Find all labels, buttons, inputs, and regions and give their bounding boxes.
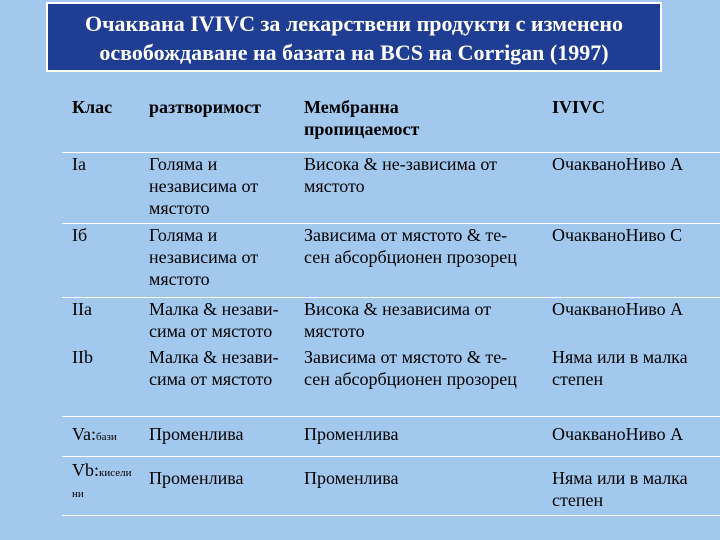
- row-ivivc: ОчакваноНиво А: [552, 154, 684, 174]
- row-permeability: Зависима от мястото & те- сен абсорбционен прозорец: [304, 347, 517, 389]
- row-class: Ia: [72, 154, 86, 174]
- table-header-row: [62, 96, 720, 153]
- table-row: [62, 417, 720, 457]
- header-permeability: Мембранна пропицаемост: [304, 97, 420, 139]
- row-class: Iб: [72, 225, 88, 245]
- row-solubility: Малка & незави- сима от мястото: [149, 299, 279, 341]
- table-row: [62, 457, 720, 516]
- row-ivivc: ОчакваноНиво А: [552, 424, 684, 444]
- row-ivivc: Няма или в малка степен: [552, 468, 688, 510]
- row-permeability: Променлива: [304, 468, 399, 488]
- header-class: Клас: [72, 97, 113, 117]
- row-solubility: Променлива: [149, 468, 244, 488]
- title-line-2: освобождаване на базата на BCS на Corrigan (1997): [99, 40, 609, 65]
- row-permeability: Променлива: [304, 424, 399, 444]
- row-permeability: Висока & независима от мястото: [304, 299, 492, 341]
- row-solubility: Променлива: [149, 424, 244, 444]
- row-class: Va:бази: [72, 424, 117, 444]
- title-line-1: Очаквана IVIVC за лекарствени продукти с изменено: [84, 11, 624, 36]
- row-ivivc: Няма или в малка степен: [552, 347, 688, 389]
- table-row: [62, 224, 720, 298]
- table-row: [62, 346, 720, 417]
- row-solubility: Голяма и независима от мястото: [149, 225, 259, 289]
- header-ivivc: IVIVC: [552, 97, 606, 117]
- row-permeability: Зависима от мястото & те- сен абсорбционен прозорец: [304, 225, 517, 267]
- table-row: [62, 153, 720, 224]
- bcs-ivivc-table: [62, 96, 720, 516]
- table-row: [62, 298, 720, 346]
- row-solubility: Малка & незави- сима от мястото: [149, 347, 279, 389]
- row-class: IIb: [72, 347, 93, 367]
- header-solubility: разтворимост: [149, 97, 261, 117]
- row-permeability: Висока & не-зависима от мястото: [304, 154, 497, 196]
- row-class: IIa: [72, 299, 92, 319]
- row-class: Vb:кисели ни: [72, 460, 132, 500]
- row-solubility: Голяма и независима от мястото: [149, 154, 259, 218]
- row-ivivc: ОчакваноНиво С: [552, 225, 683, 245]
- row-ivivc: ОчакваноНиво А: [552, 299, 684, 319]
- slide-title: [46, 2, 662, 72]
